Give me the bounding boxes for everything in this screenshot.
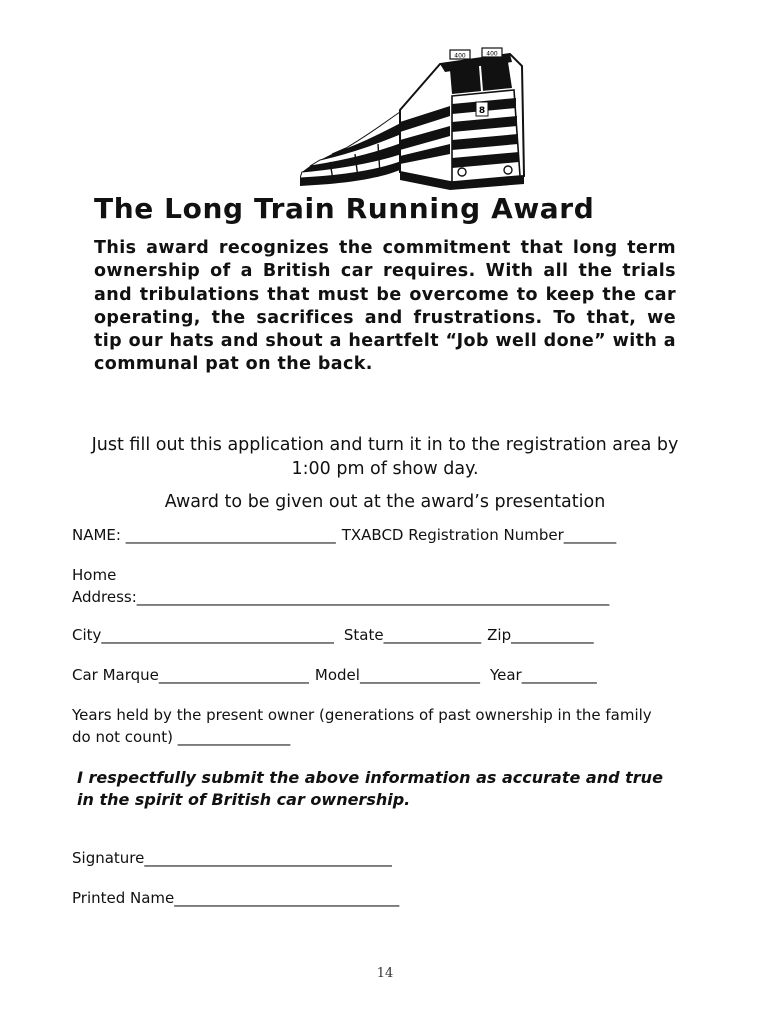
- nose-emblem: 8: [478, 106, 486, 116]
- number-plate-right: 400: [486, 50, 498, 58]
- address-field[interactable]: Address:_______________________________________________________________: [72, 588, 610, 606]
- car-details-row: [72, 664, 597, 686]
- car-marque-field[interactable]: Car Marque____________________: [72, 666, 309, 684]
- city-state-zip-row: [72, 624, 594, 646]
- page-number: 14: [376, 966, 394, 981]
- home-label: Home: [72, 566, 117, 584]
- name-field[interactable]: NAME: ____________________________: [72, 526, 336, 544]
- years-held-row: [72, 704, 652, 748]
- award-title: The Long Train Running Award: [94, 192, 595, 225]
- attestation-line-2: in the spirit of British car ownership.: [77, 789, 411, 809]
- state-field[interactable]: State_____________: [343, 626, 482, 644]
- years-held-label: Years held by the present owner (generations of past ownership in the family: [72, 706, 652, 724]
- submission-instructions: Just fill out this application and turn it in to the registration area by 1:00 pm of show day.: [91, 435, 679, 479]
- printed-name-field[interactable]: Printed Name______________________________: [72, 889, 400, 907]
- locomotive-illustration: [300, 44, 532, 192]
- award-description: This award recognizes the commitment that long term ownership of a British car requires. With all the trials and tribulations that must be overcome to keep the car operating, the sacrifices and frustrations. To that, we tip our hats and shout a heartfelt “Job well done” with a communal pat on the back.: [94, 238, 676, 375]
- home-address-row: [72, 564, 609, 608]
- presentation-note: Award to be given out at the award’s presentation: [164, 492, 606, 512]
- name-registration-row: [72, 524, 616, 546]
- attestation-line-1: I respectfully submit the above information as accurate and true: [77, 768, 663, 787]
- signature-field[interactable]: Signature_________________________________: [72, 849, 392, 867]
- zip-field[interactable]: Zip___________: [487, 626, 594, 644]
- city-field[interactable]: City_______________________________: [72, 626, 334, 644]
- years-held-field[interactable]: do not count) _______________: [72, 728, 291, 746]
- number-plate-left: 400: [454, 52, 466, 60]
- year-field[interactable]: Year__________: [489, 666, 597, 684]
- registration-number-field[interactable]: TXABCD Registration Number_______: [341, 526, 617, 544]
- attestation-statement: [77, 767, 677, 810]
- model-field[interactable]: Model________________: [314, 666, 480, 684]
